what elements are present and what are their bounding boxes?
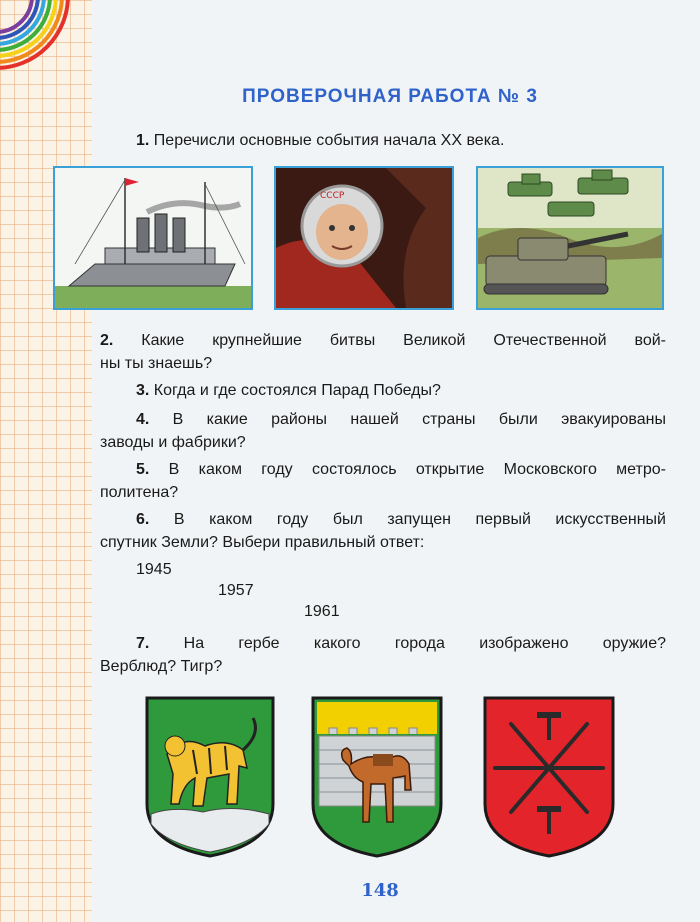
question-text: В какие районы нашей страны были эвакуированы [172,411,666,428]
svg-text:СССР: СССР [320,191,345,201]
question-1 [136,129,656,152]
question-text: Перечисли основные события начала XX века. [153,132,505,149]
tiger-coat-of-arms [143,694,277,860]
tanks-battle-illustration [476,166,664,310]
cruiser-aurora-illustration [53,166,253,310]
question-text: политена? [100,484,179,501]
question-number: 5. [136,461,150,478]
page-title: ПРОВЕРОЧНАЯ РАБОТА № 3 [242,86,538,107]
camel-coat-of-arms [309,694,445,860]
question-4 [100,408,666,454]
question-number: 7. [136,635,150,652]
page-number: 148 [361,880,399,901]
question-6 [100,508,666,554]
question-3 [136,379,656,402]
weapons-coat-of-arms [481,694,617,860]
question-text: Когда и где состоялся Парад Победы? [153,382,441,399]
question-text: В каком году состоялось открытие Московского метро- [168,461,666,478]
question-text: В каком году был запущен первый искусственный [173,511,666,528]
question-text: заводы и фабрики? [100,434,246,451]
question-2 [100,329,666,375]
question-number: 1. [136,132,150,149]
question-7 [100,632,666,678]
question-text: Какие крупнейшие битвы Великой Отечественной вой- [141,332,667,349]
question-number: 4. [136,411,150,428]
answer-option-1: 1945 [136,561,172,578]
question-number: 3. [136,382,150,399]
question-number: 2. [100,332,114,349]
grid-margin [0,0,92,922]
question-5 [100,458,666,504]
answer-option-2: 1957 [218,582,254,599]
rainbow-decoration [0,0,72,86]
question-text: спутник Земли? Выбери правильный ответ: [100,534,425,551]
question-text: На гербе какого города изображено оружие? [183,635,666,652]
question-text: ны ты знаешь? [100,355,213,372]
question-text: Верблюд? Тигр? [100,658,223,675]
cosmonaut-illustration [274,166,454,310]
question-number: 6. [136,511,150,528]
answer-option-3: 1961 [304,603,340,620]
